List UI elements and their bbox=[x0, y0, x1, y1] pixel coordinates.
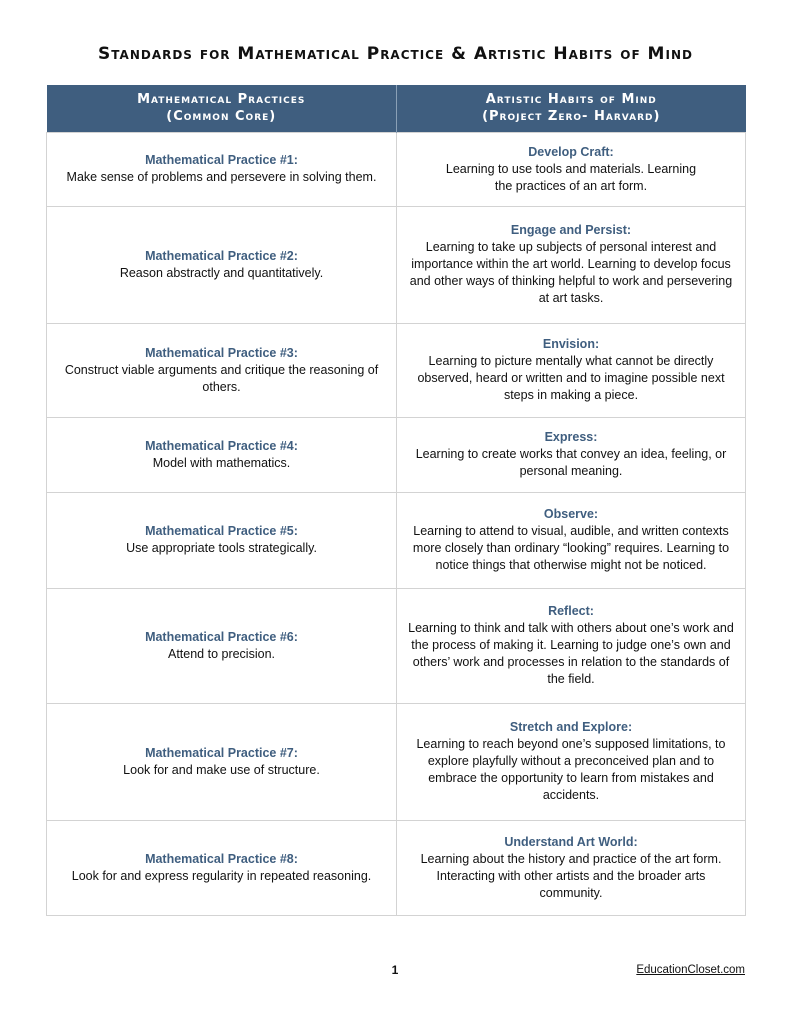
artistic-habit-desc: Learning about the history and practice of the art form. Interacting with other artists and the broader arts community. bbox=[420, 851, 722, 900]
math-practice-desc: Reason abstractly and quantitatively. bbox=[119, 265, 324, 280]
math-practice-title: Mathematical Practice #2: bbox=[145, 248, 298, 263]
math-practice-desc: Model with mathematics. bbox=[152, 455, 291, 470]
math-practice-cell bbox=[47, 323, 397, 417]
math-practice-desc: Construct viable arguments and critique the reasoning of others. bbox=[64, 362, 379, 394]
math-practice-title: Mathematical Practice #8: bbox=[145, 851, 298, 866]
artistic-habit-title: Reflect: bbox=[548, 604, 594, 618]
artistic-habit-desc: Learning to take up subjects of personal interest and importance within the art world. Learning to develop focus and other ways of thinking helpful to work and persevering at art tasks. bbox=[409, 240, 733, 305]
header-artistic-habits bbox=[397, 85, 746, 132]
math-practice-title: Mathematical Practice #7: bbox=[145, 745, 298, 760]
artistic-habit-desc: Learning to reach beyond one’s supposed limitations, to explore playfully without a preconceived plan and to embrace the opportunity to learn from mistakes and accidents. bbox=[416, 737, 726, 802]
math-practice-cell bbox=[47, 206, 397, 323]
artistic-habit-title: Develop Craft: bbox=[528, 144, 614, 159]
artistic-habit-title: Stretch and Explore: bbox=[509, 720, 633, 734]
table-row bbox=[47, 132, 746, 206]
artistic-habit-cell bbox=[397, 132, 746, 206]
table-row bbox=[47, 492, 746, 588]
math-practice-cell bbox=[47, 132, 397, 206]
math-practice-desc: Make sense of problems and persevere in solving them. bbox=[66, 170, 377, 184]
table-row bbox=[47, 703, 746, 820]
math-practice-desc: Attend to precision. bbox=[167, 646, 275, 661]
artistic-habit-cell bbox=[397, 492, 746, 588]
math-practice-title: Mathematical Practice #1: bbox=[145, 153, 298, 167]
header-math-practices-line1: Mathematical Practices bbox=[137, 92, 306, 108]
artistic-habit-desc: Learning to use tools and materials. Learning the practices of an art form. bbox=[445, 161, 697, 193]
page-title: Standards for Mathematical Practice & Artistic Habits of Mind bbox=[98, 44, 693, 64]
artistic-habit-desc: Learning to think and talk with others about one’s work and the process of making it. Learning to judge one’s own and others’ work and processes in relation to the standards of the field. bbox=[408, 621, 734, 686]
table-row bbox=[47, 206, 746, 323]
standards-table bbox=[46, 85, 746, 916]
artistic-habit-title: Envision: bbox=[542, 337, 600, 351]
math-practice-desc: Look for and express regularity in repeated reasoning. bbox=[71, 868, 372, 883]
table-row bbox=[47, 588, 746, 703]
table-header-row bbox=[47, 85, 746, 132]
table-row bbox=[47, 820, 746, 915]
math-practice-cell bbox=[47, 492, 397, 588]
math-practice-desc: Use appropriate tools strategically. bbox=[126, 541, 317, 555]
header-math-practices-line2: (Common Core) bbox=[166, 109, 277, 125]
artistic-habit-desc: Learning to picture mentally what cannot be directly observed, heard or written and to imagine possible next steps in making a piece. bbox=[417, 354, 725, 402]
site-link[interactable]: EducationCloset.com bbox=[636, 964, 745, 976]
artistic-habit-desc: Learning to create works that convey an idea, feeling, or personal meaning. bbox=[415, 447, 727, 478]
artistic-habit-cell bbox=[397, 417, 746, 492]
math-practice-title: Mathematical Practice #6: bbox=[145, 629, 298, 644]
math-practice-cell bbox=[47, 703, 397, 820]
math-practice-cell bbox=[47, 820, 397, 915]
math-practice-desc: Look for and make use of structure. bbox=[123, 762, 320, 777]
header-math-practices bbox=[47, 85, 397, 132]
math-practice-title: Mathematical Practice #5: bbox=[145, 524, 298, 538]
artistic-habit-cell bbox=[397, 323, 746, 417]
math-practice-title: Mathematical Practice #3: bbox=[145, 345, 298, 360]
artistic-habit-cell bbox=[397, 703, 746, 820]
artistic-habit-cell bbox=[397, 588, 746, 703]
header-artistic-habits-line1: Artistic Habits of Mind bbox=[485, 92, 657, 108]
artistic-habit-title: Understand Art World: bbox=[504, 834, 638, 849]
artistic-habit-title: Engage and Persist: bbox=[510, 223, 632, 237]
math-practice-title: Mathematical Practice #4: bbox=[145, 438, 298, 453]
artistic-habit-title: Express: bbox=[544, 430, 598, 444]
artistic-habit-cell bbox=[397, 206, 746, 323]
table-row bbox=[47, 323, 746, 417]
artistic-habit-title: Observe: bbox=[543, 507, 599, 521]
header-artistic-habits-line2: (Project Zero- Harvard) bbox=[482, 109, 661, 125]
artistic-habit-cell bbox=[397, 820, 746, 915]
page-number: 1 bbox=[391, 963, 399, 977]
math-practice-cell bbox=[47, 417, 397, 492]
artistic-habit-desc: Learning to attend to visual, audible, and written contexts more closely than ordinary “looking” requires. Learning to notice things that otherwise might not be noticed. bbox=[412, 524, 730, 572]
math-practice-cell bbox=[47, 588, 397, 703]
table-row bbox=[47, 417, 746, 492]
